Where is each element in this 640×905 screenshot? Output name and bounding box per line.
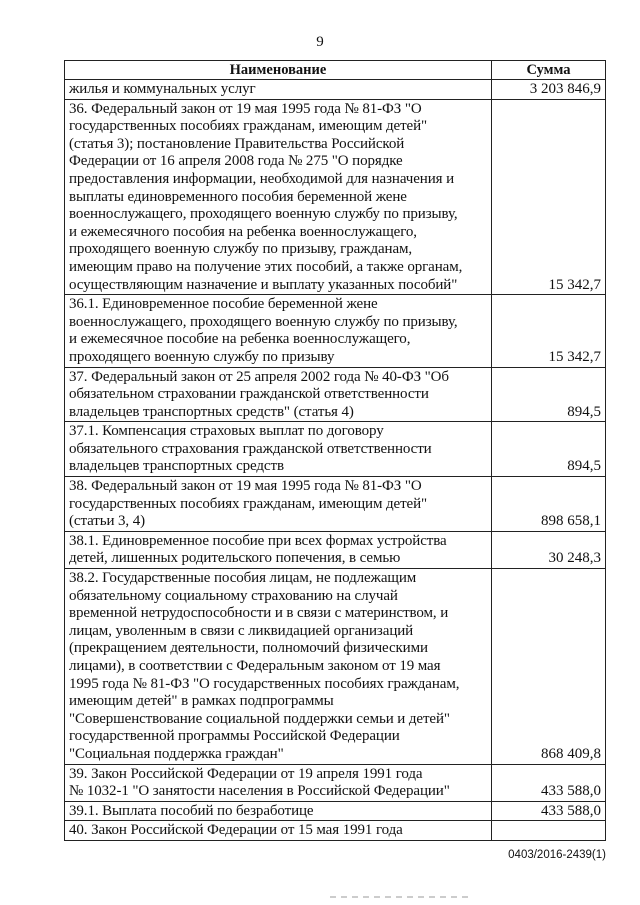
table-row [65, 295, 606, 367]
table-row [65, 80, 606, 100]
row-sum: 433 588,0 [492, 801, 606, 821]
row-name: 37. Федеральный закон от 25 апреля 2002 года № 40-ФЗ "Об обязательном страховании гражданской ответственности владельцев транспортных средств" (статья 4) [65, 367, 492, 422]
row-sum: 30 248,3 [492, 531, 606, 568]
table-row [65, 569, 606, 765]
row-name: 38.1. Единовременное пособие при всех формах устройства детей, лишенных родительского попечения, в семью [65, 531, 492, 568]
row-name: 36. Федеральный закон от 19 мая 1995 года № 81-ФЗ "О государственных пособиях гражданам, имеющим детей" (статья 3); постановление Правительства Российской Федерации от 16 апреля 2008 года № 275 "О порядке предоставления информации, необходимой для назначения и выплаты единовременного пособия беременной жене военнослужащего, проходящего военную службу по призыву, и ежемесячного пособия на ребенка военнослужащего, проходящего военную службу по призыву, гражданам, имеющим право на получение этих пособий, а также органам, осуществляющим назначение и выплату указанных пособий" [65, 99, 492, 295]
header-name: Наименование [65, 61, 492, 80]
row-sum: 894,5 [492, 367, 606, 422]
row-sum: 15 342,7 [492, 295, 606, 367]
row-sum: 898 658,1 [492, 477, 606, 532]
row-name: жилья и коммунальных услуг [65, 80, 492, 100]
table-row [65, 531, 606, 568]
row-name: 38.2. Государственные пособия лицам, не подлежащим обязательному социальному страхованию на случай временной нетрудоспособности и в связи с материнством, и лицам, уволенным в связи с ликвидацией организаций (прекращением деятельности, полномочий физическими лицами), в соответствии с Федеральным законом от 19 мая 1995 года № 81-ФЗ "О государственных пособиях гражданам, имеющим детей" в рамках подпрограммы "Совершенствование социальной поддержки семьи и детей" государственной программы Российской Федерации "Социальная поддержка граждан" [65, 569, 492, 765]
header-sum: Сумма [492, 61, 606, 80]
row-sum: 433 588,0 [492, 764, 606, 801]
table-row [65, 99, 606, 295]
row-sum [492, 821, 606, 841]
table-row [65, 422, 606, 477]
page-number: 9 [316, 34, 324, 50]
row-sum: 3 203 846,9 [492, 80, 606, 100]
document-code: 0403/2016-2439(1) [508, 849, 606, 861]
budget-table [64, 60, 606, 841]
row-sum: 894,5 [492, 422, 606, 477]
table-row [65, 367, 606, 422]
table-row [65, 801, 606, 821]
row-name: 38. Федеральный закон от 19 мая 1995 года № 81-ФЗ "О государственных пособиях гражданам, имеющим детей" (статьи 3, 4) [65, 477, 492, 532]
table-header-row [65, 61, 606, 80]
row-name: 40. Закон Российской Федерации от 15 мая 1991 года [65, 821, 492, 841]
table-row [65, 821, 606, 841]
row-sum: 868 409,8 [492, 569, 606, 765]
row-sum: 15 342,7 [492, 99, 606, 295]
row-name: 37.1. Компенсация страховых выплат по договору обязательного страхования гражданской ответственности владельцев транспортных средств [65, 422, 492, 477]
scan-artifact-line [330, 896, 470, 898]
row-name: 36.1. Единовременное пособие беременной жене военнослужащего, проходящего военную службу по призыву, и ежемесячное пособие на ребенка военнослужащего, проходящего военную службу по призыву [65, 295, 492, 367]
table-row [65, 764, 606, 801]
row-name: 39.1. Выплата пособий по безработице [65, 801, 492, 821]
table-row [65, 477, 606, 532]
row-name: 39. Закон Российской Федерации от 19 апреля 1991 года № 1032-1 "О занятости населения в Российской Федерации" [65, 764, 492, 801]
